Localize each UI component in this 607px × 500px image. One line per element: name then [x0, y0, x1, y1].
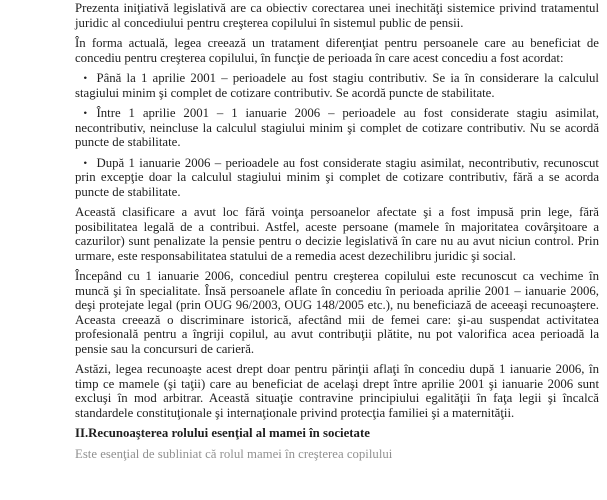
bullet-item-text: Până la 1 aprilie 2001 – perioadele au fost stagiu contributiv. Se ia în considerare la calculul stagiului minim şi complet de cotizare contributiv. Se acordă puncte de stabilitate.: [75, 71, 599, 100]
bullet-item-text: După 1 ianuarie 2006 – perioadele au fost considerate stagiu asimilat, necontributiv, recunoscut prin excepţie doar la calculul stagiului minim şi complet de cotizare contributiv, fără a se acorda puncte de stabilitate.: [75, 155, 599, 199]
paragraph-classification: Această clasificare a avut loc fără voinţa persoanelor afectate şi a fost impusă prin lege, fără posibilitatea legală de a contribui. Astfel, aceste persoane (mamele în majoritatea covârşitoare a cazurilor) sunt penalizate la pensie pentru o decizie legislativă în care nu au avut niciun control. Prin urmare, este responsabilitatea statului de a remedia acest dezechilibru juridic şi social.: [75, 205, 599, 263]
bullet-icon: •: [83, 156, 88, 169]
bullet-item-2001-2006: [75, 106, 599, 150]
bullet-item-text: Între 1 aprilie 2001 – 1 ianuarie 2006 – perioadele au fost considerate stagiu asimilat, necontributiv, neincluse la calculul stagiului minim şi complet de cotizare contributiv. Nu se acordă puncte de stabilitate.: [75, 106, 599, 149]
bullet-icon: •: [83, 72, 88, 84]
document-text-block: [75, 1, 599, 467]
bullet-item-before-2001: [75, 71, 599, 100]
section-heading-ii: II.Recunoaşterea rolului esenţial al mamei în societate: [75, 426, 370, 440]
paragraph-current-law: În forma actuală, legea creează un tratament diferenţiat pentru persoanele care au beneficiat de concediu pentru creşterea copilului, în funcţie de perioada în care acest concediu a fost acordat:: [75, 36, 599, 65]
bullet-item-after-2006: [75, 156, 599, 200]
bullet-icon: •: [83, 107, 88, 119]
paragraph-clipped-bottom: Este esenţial de subliniat că rolul mamei în creşterea copilului: [75, 446, 393, 461]
paragraph-discrimination: Începând cu 1 ianuarie 2006, concediul pentru creşterea copilului este recunoscut ca vechime în muncă şi în specialitate. Însă persoanele aflate în concediu în perioada aprilie 2001 – ianuarie 2006, deşi protejate legal (prin OUG 96/2003, OUG 148/2005 etc.), nu beneficiază de aceeaşi recunoaştere. Aceasta creează o discriminare istorică, afectând mii de femei care: şi-au suspendat activitatea profesională pentru a îngriji copilul, au avut contribuţii plătite, nu pot valorifica acea perioadă la pensie sau la concursuri de carieră.: [75, 269, 599, 356]
paragraph-equality: Astăzi, legea recunoaşte acest drept doar pentru părinţii aflaţi în concediu după 1 ianuarie 2006, în timp ce mamele (şi taţii) care au beneficiat de acelaşi drept între aprilie 2001 şi ianuarie 2006 sunt excluşi în mod arbitrar. Această situaţie contravine principiului egalităţii în faţa legii şi încalcă standardele constituţionale şi internaţionale privind protecţia familiei şi a maternităţii.: [75, 362, 599, 420]
paragraph-intro: Prezenta iniţiativă legislativă are ca obiectiv corectarea unei inechităţi sistemice privind tratamentul juridic al concediului pentru creşterea copilului în sistemul public de pensii.: [75, 1, 599, 30]
